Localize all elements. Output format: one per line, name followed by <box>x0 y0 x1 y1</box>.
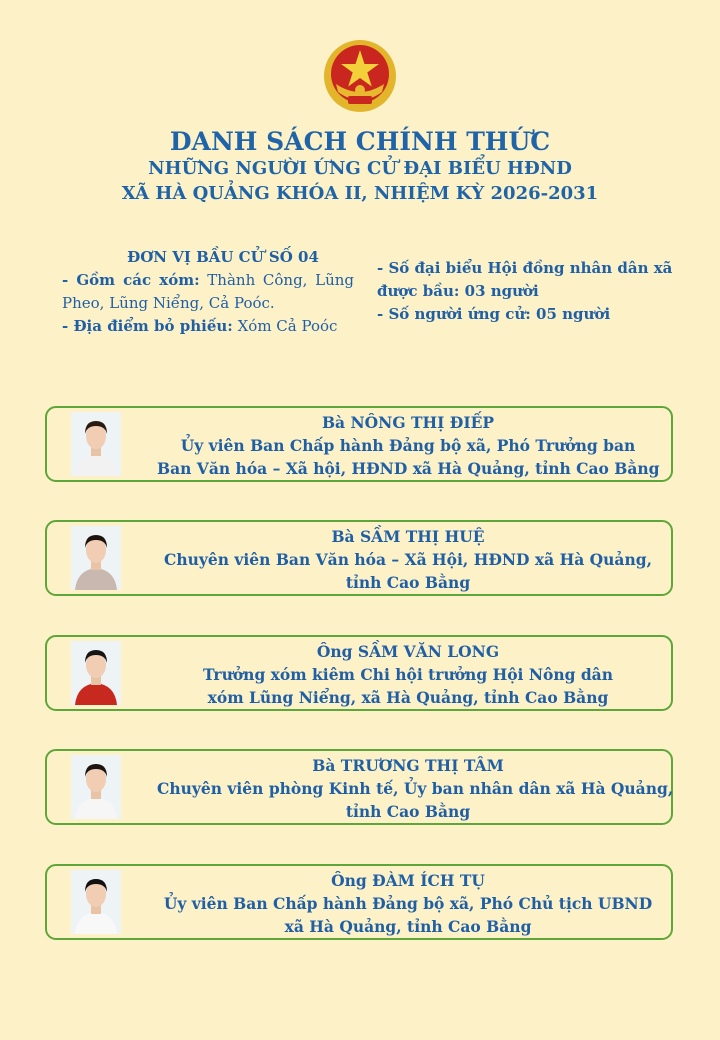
candidate-position-line1: Chuyên viên phòng Kinh tế, Ủy ban nhân dân xã Hà Quảng, <box>157 779 674 798</box>
candidate-portrait <box>71 641 121 705</box>
electoral-unit-info <box>62 246 354 338</box>
candidate-position-line2: tỉnh Cao Bằng <box>345 573 471 592</box>
national-emblem-icon <box>322 38 398 114</box>
candidates-count: - Số người ứng cử: 05 người <box>377 305 611 323</box>
candidate-card <box>45 749 673 825</box>
candidate-name: Bà TRƯƠNG THỊ TÂM <box>312 756 504 775</box>
candidate-position-line1: Ủy viên Ban Chấp hành Đảng bộ xã, Phó Chủ tịch UBND <box>163 894 653 913</box>
hamlets-label: - Gồm các xóm: <box>62 271 200 289</box>
hamlets-value: Thành Công, Lũng Pheo, Lũng Niểng, Cả Poóc. <box>62 271 354 312</box>
candidate-position-line1: Chuyên viên Ban Văn hóa – Xã Hội, HĐND xã Hà Quảng, <box>164 550 652 569</box>
location-line <box>62 315 354 338</box>
candidate-info <box>157 640 659 709</box>
candidate-position-line2: xã Hà Quảng, tỉnh Cao Bằng <box>284 917 532 936</box>
page-title: DANH SÁCH CHÍNH THỨC <box>169 127 551 156</box>
candidate-position-line2: tỉnh Cao Bằng <box>345 802 471 821</box>
candidate-card <box>45 635 673 711</box>
candidate-position-line2: Ban Văn hóa – Xã hội, HĐND xã Hà Quảng, tỉnh Cao Bằng <box>157 459 660 478</box>
candidate-portrait <box>71 526 121 590</box>
candidate-name: Ông SẦM VĂN LONG <box>316 642 500 661</box>
candidate-position-line1: Ủy viên Ban Chấp hành Đảng bộ xã, Phó Trưởng ban <box>180 436 636 455</box>
candidate-position-line1: Trưởng xóm kiêm Chi hội trưởng Hội Nông dân <box>203 665 613 684</box>
location-label: - Địa điểm bỏ phiếu: <box>62 317 233 335</box>
candidate-portrait <box>71 755 121 819</box>
candidate-card <box>45 864 673 940</box>
candidate-info <box>157 869 659 938</box>
candidate-position-line2: xóm Lũng Niểng, xã Hà Quảng, tỉnh Cao Bằng <box>207 688 609 707</box>
election-stats <box>377 257 677 326</box>
candidate-name: Ông ĐÀM ÍCH TỤ <box>331 871 485 890</box>
electoral-unit-title: ĐƠN VỊ BẦU CỬ SỐ 04 <box>127 248 319 266</box>
page-subtitle: NHỮNG NGƯỜI ỨNG CỬ ĐẠI BIỂU HĐND <box>148 158 572 179</box>
candidate-portrait <box>71 870 121 934</box>
candidate-info <box>157 754 674 823</box>
candidate-info <box>157 411 659 480</box>
candidate-info <box>157 525 659 594</box>
candidate-name: Bà SẦM THỊ HUỆ <box>331 527 485 546</box>
delegates-count-line1: - Số đại biểu Hội đồng nhân dân xã <box>377 259 673 277</box>
candidate-name: Bà NÔNG THỊ ĐIẾP <box>321 413 495 432</box>
candidate-card <box>45 520 673 596</box>
candidate-card <box>45 406 673 482</box>
delegates-count-line2: được bầu: 03 người <box>377 282 539 300</box>
hamlets-line <box>62 269 354 315</box>
location-value: Xóm Cả Poóc <box>237 317 338 335</box>
candidate-portrait <box>71 412 121 476</box>
page-subtitle-term: XÃ HÀ QUẢNG KHÓA II, NHIỆM KỲ 2026-2031 <box>121 183 599 204</box>
